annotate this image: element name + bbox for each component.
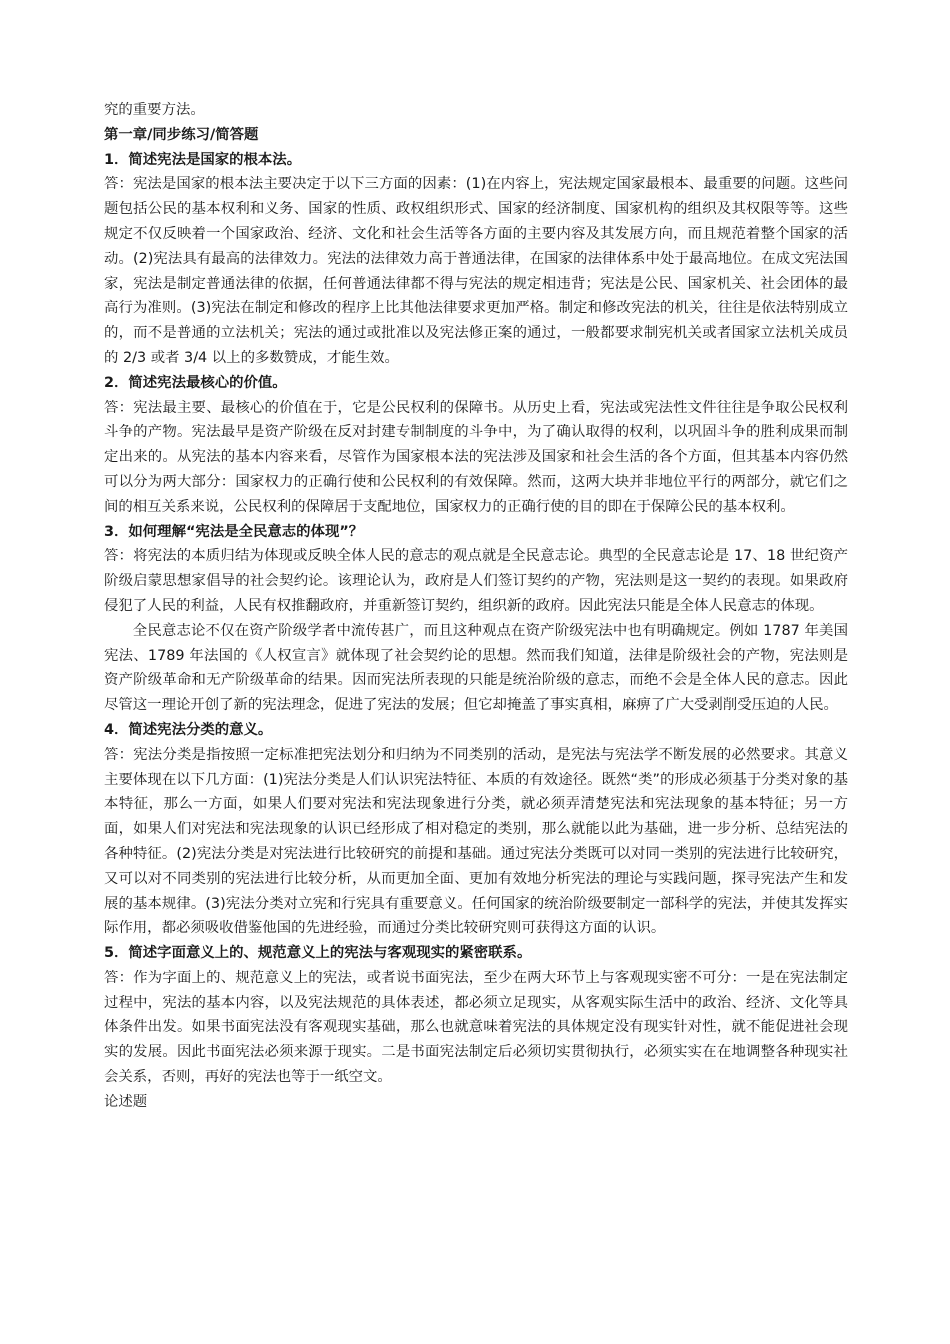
question-1-title: 1．简述宪法是国家的根本法。 [104,151,302,168]
document-page [104,98,848,1115]
question-3-title: 3．如何理解“宪法是全民意志的体现”？ [104,523,364,540]
question-4-title: 4．简述宪法分类的意义。 [104,721,273,738]
intro-tail-text: 究的重要方法。 [104,102,205,118]
question-1-answer: 答：宪法是国家的根本法主要决定于以下三方面的因素：(1)在内容上，宪法规定国家最根本、最重要的问题。这些问题包括公民的基本权利和义务、国家的性质、政权组织形式、国家的经济制度、国家机构的组织及其权限等等。这些规定不仅反映着一个国家政治、经济、文化和社会生活等各方面的主要内容及其发展方向，而且规范着整个国家的活动。(2)宪法具有最高的法律效力。宪法的法律效力高于普通法律，在国家的法律体系中处于最高地位。在成文宪法国家，宪法是制定普通法律的依据，任何普通法律都不得与宪法的规定相违背；宪法是公民、国家机关、社会团体的最高行为准则。(3)宪法在制定和修改的程序上比其他法律要求更加严格。制定和修改宪法的机关，往往是依法特别成立的，而不是普通的立法机关；宪法的通过或批准以及宪法修正案的通过，一般都要求制宪机关或者国家立法机关成员的 2/3 或者 3/4 以上的多数赞成，才能生效。 [104,176,848,366]
question-2-title: 2．简述宪法最核心的价值。 [104,374,287,391]
question-5-title: 5．简述字面意义上的、规范意义上的宪法与客观现实的紧密联系。 [104,945,532,962]
next-section-title: 论述题 [104,1093,148,1110]
section-title: 第一章/同步练习/简答题 [104,126,259,143]
question-3-answer-continued: 全民意志论不仅在资产阶级学者中流传甚广，而且这种观点在资产阶级宪法中也有明确规定。例如 1787 年美国宪法、1789 年法国的《人权宣言》就体现了社会契约论的思想。然而我们知道，法律是阶级社会的产物，宪法则是资产阶级革命和无产阶级革命的结果。因而宪法所表现的只能是统治阶级的意志，而绝不会是全体人民的意志。因此尽管这一理论开创了新的宪法理念，促进了宪法的发展；但它却掩盖了事实真相，麻痹了广大受剥削受压迫的人民。 [104,622,848,714]
question-4-answer: 答：宪法分类是指按照一定标准把宪法划分和归纳为不同类别的活动，是宪法与宪法学不断发展的必然要求。其意义主要体现在以下几方面：(1)宪法分类是人们认识宪法特征、本质的有效途径。既然“类”的形成必须基于分类对象的基本特征，那么一方面，如果人们要对宪法和宪法现象进行分类，就必须弄清楚宪法和宪法现象的基本特征；另一方面，如果人们对宪法和宪法现象的认识已经形成了相对稳定的类别，那么就能以此为基础，进一步分析、总结宪法的各种特征。(2)宪法分类是对宪法进行比较研究的前提和基础。通过宪法分类既可以对同一类别的宪法进行比较研究，又可以对不同类别的宪法进行比较分析，从而更加全面、更加有效地分析宪法的理论与实践问题，探寻宪法产生和发展的基本规律。(3)宪法分类对立宪和行宪具有重要意义。任何国家的统治阶级要制定一部科学的宪法，并使其发挥实际作用，都必须吸收借鉴他国的先进经验，而通过分类比较研究则可获得这方面的认识。 [104,746,848,937]
question-2-answer: 答：宪法最主要、最核心的价值在于，它是公民权利的保障书。从历史上看，宪法或宪法性文件往往是争取公民权利斗争的产物。宪法最早是资产阶级在反对封建专制制度的斗争中，为了确认取得的权利，以巩固斗争的胜利成果而制定出来的。从宪法的基本内容来看，尽管作为国家根本法的宪法涉及国家和社会生活的各个方面，但其基本内容仍然可以分为两大部分：国家权力的正确行使和公民权利的有效保障。然而，这两大块并非地位平行的两部分，就它们之间的相互关系来说，公民权利的保障居于支配地位，国家权力的正确行使的目的即在于保障公民的基本权利。 [104,399,848,515]
question-3-answer: 答：将宪法的本质归结为体现或反映全体人民的意志的观点就是全民意志论。典型的全民意志论是 17、18 世纪资产阶级启蒙思想家倡导的社会契约论。该理论认为，政府是人们签订契约的产物，宪法则是这一契约的表现。如果政府侵犯了人民的利益，人民有权推翻政府，并重新签订契约，组织新的政府。因此宪法只能是全体人民意志的体现。 [104,548,848,614]
question-5-answer: 答：作为字面上的、规范意义上的宪法，或者说书面宪法，至少在两大环节上与客观现实密不可分：一是在宪法制定过程中，宪法的基本内容，以及宪法规范的具体表述，都必须立足现实，从客观实际生活中的政治、经济、文化等具体条件出发。如果书面宪法没有客观现实基础，那么也就意味着宪法的具体规定没有现实针对性，就不能促进社会现实的发展。因此书面宪法必须来源于现实。二是书面宪法制定后必须切实贯彻执行，必须实实在在地调整各种现实社会关系，否则，再好的宪法也等于一纸空文。 [104,969,848,1086]
